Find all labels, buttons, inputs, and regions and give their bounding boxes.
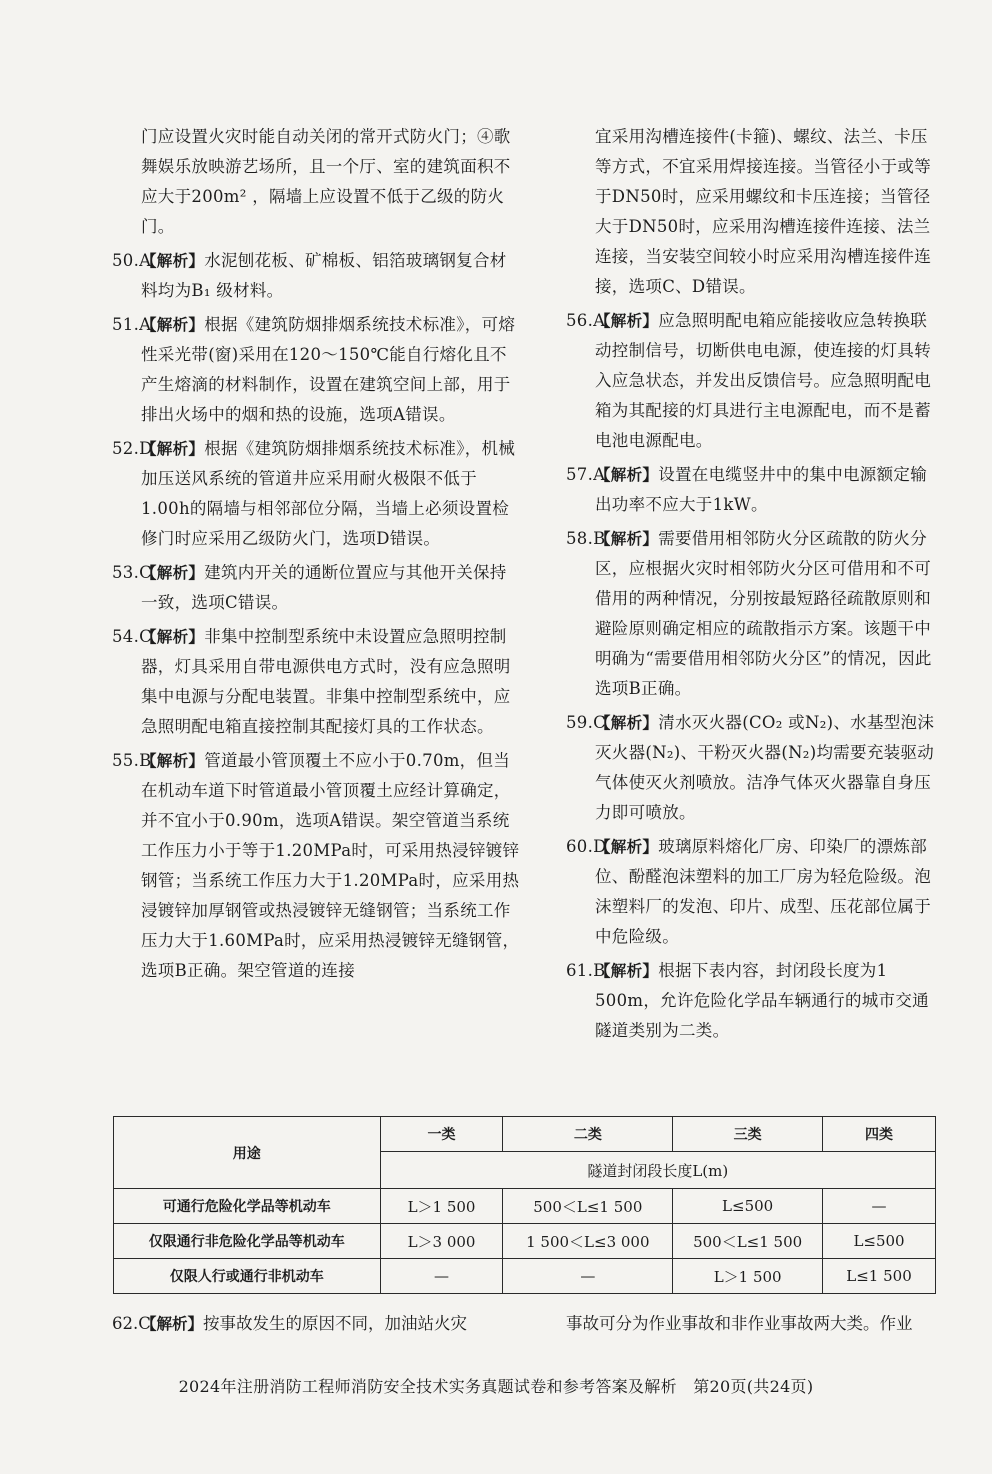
answer-number: 51.A [112, 315, 152, 334]
answer-item-59 [566, 708, 940, 828]
answer-number: 55.B [112, 751, 152, 770]
table-cell: — [503, 1259, 673, 1294]
answer-number: 61.B [566, 961, 606, 980]
table-class-header: 四类 [823, 1117, 936, 1152]
answer-text: 设置在电缆竖井中的集中电源额定输出功率不应大于1kW。 [595, 465, 928, 514]
table-cell: — [823, 1189, 936, 1224]
answer-item-50 [112, 246, 520, 306]
table-cell: L≤500 [823, 1224, 936, 1259]
analysis-tag: 【解析】 [141, 628, 205, 646]
answer-item-62 [112, 1309, 520, 1339]
analysis-tag: 【解析】 [141, 1315, 204, 1333]
analysis-tag: 【解析】 [141, 316, 205, 334]
table-class-header: 三类 [673, 1117, 823, 1152]
table-row [114, 1259, 936, 1294]
answer-item-61 [566, 956, 940, 1046]
table-cell: 500＜L≤1 500 [673, 1224, 823, 1259]
answer-item-51 [112, 310, 520, 430]
table-row [114, 1189, 936, 1224]
table-corner-header: 用途 [114, 1117, 381, 1189]
analysis-tag: 【解析】 [595, 530, 659, 548]
page-footer: 2024年注册消防工程师消防安全技术实务真题试卷和参考答案及解析 第20页(共24页) [178, 1377, 814, 1396]
table-subheader: 隧道封闭段长度L(m) [380, 1152, 935, 1189]
table-cell: L＞1 500 [673, 1259, 823, 1294]
answer-item-54 [112, 622, 520, 742]
answer-number: 60.D [566, 837, 607, 856]
answer-text: 事故可分为作业事故和非作业事故两大类。作业 [566, 1314, 913, 1333]
analysis-tag: 【解析】 [141, 252, 205, 270]
table-row-label: 仅限通行非危险化学品等机动车 [114, 1224, 381, 1259]
answer-text: 管道最小管顶覆土不应小于0.70m，但当在机动车道下时管道最小管顶覆土应经计算确定，并不宜小于0.90m，选项A错误。架空管道当系统工作压力小于等于1.20MPa时，可采用热浸锌镀锌钢管；当系统工作压力大于1.20MPa时，应采用热浸镀锌加厚钢管或热浸镀锌无缝钢管；当系统工作压力大于1.60MPa时，应采用热浸镀锌无缝钢管，选项B正确。架空管道的连接 [141, 751, 520, 980]
answer-item-52 [112, 434, 520, 554]
answer-number: 52.D [112, 439, 153, 458]
answer-item-53 [112, 558, 520, 618]
table-cell: 1 500＜L≤3 000 [503, 1224, 673, 1259]
answer-number: 62.C [112, 1314, 151, 1333]
answer-text: 水泥刨花板、矿棉板、铝箔玻璃钢复合材料均为B₁ 级材料。 [141, 251, 507, 300]
answer-text: 需要借用相邻防火分区疏散的防火分区，应根据火灾时相邻防火分区可借用和不可借用的两种情况，分别按最短路径疏散原则和避险原则确定相应的疏散指示方案。该题干中明确为“需要借用相邻防火分区”的情况，因此选项B正确。 [595, 529, 932, 698]
analysis-tag: 【解析】 [595, 466, 659, 484]
analysis-tag: 【解析】 [141, 752, 205, 770]
table-row [114, 1224, 936, 1259]
table-row-label: 仅限人行或通行非机动车 [114, 1259, 381, 1294]
answer-number: 53.C [112, 563, 153, 582]
answer-item-58 [566, 524, 940, 704]
answer-item-55 [112, 746, 520, 986]
table-cell: — [380, 1259, 503, 1294]
answer-text: 非集中控制型系统中未设置应急照明控制器，灯具采用自带电源供电方式时，没有应急照明集中电源与分配电装置。非集中控制型系统中，应急照明配电箱直接控制其配接灯具的工作状态。 [141, 627, 511, 736]
table-class-header: 一类 [380, 1117, 503, 1152]
tunnel-classification-table [113, 1116, 936, 1294]
table-row-label: 可通行危险化学品等机动车 [114, 1189, 381, 1224]
table-cell: L≤1 500 [823, 1259, 936, 1294]
answer-text: 应急照明配电箱应能接收应急转换联动控制信号，切断供电电源，使连接的灯具转入应急状态，并发出反馈信号。应急照明配电箱为其配接的灯具进行主电源配电，而不是蓄电池电源配电。 [595, 311, 931, 450]
left-intro-paragraph [112, 122, 520, 242]
answer-text: 根据下表内容，封闭段长度为1 500m，允许危险化学品车辆通行的城市交通隧道类别为二类。 [595, 961, 929, 1040]
analysis-tag: 【解析】 [595, 312, 659, 330]
answer-item-62-continued [566, 1309, 940, 1339]
table-cell: L≤500 [673, 1189, 823, 1224]
answer-number: 50.A [112, 251, 152, 270]
right-intro-paragraph [566, 122, 940, 302]
table-cell: 500＜L≤1 500 [503, 1189, 673, 1224]
analysis-tag: 【解析】 [141, 440, 205, 458]
table-cell: L＞1 500 [380, 1189, 503, 1224]
table-class-header: 二类 [503, 1117, 673, 1152]
analysis-tag: 【解析】 [595, 962, 659, 980]
answer-number: 56.A [566, 311, 606, 330]
right-intro-text: 宜采用沟槽连接件(卡箍)、螺纹、法兰、卡压等方式，不宜采用焊接连接。当管径小于或等于DN50时，应采用螺纹和卡压连接；当管径大于DN50时，应采用沟槽连接件连接、法兰连接，当安装空间较小时应采用沟槽连接件连接，选项C、D错误。 [595, 127, 931, 296]
right-column [566, 122, 940, 1050]
answer-text: 清水灭火器(CO₂ 或N₂)、水基型泡沫灭火器(N₂)、干粉灭火器(N₂)均需要充装驱动气体使灭火剂喷放。洁净气体灭火器靠自身压力即可喷放。 [595, 713, 935, 822]
answer-number: 59.C [566, 713, 607, 732]
left-intro-text: 门应设置火灾时能自动关闭的常开式防火门；④歌舞娱乐放映游艺场所，且一个厅、室的建筑面积不应大于200m² ，隔墙上应设置不低于乙级的防火门。 [141, 127, 511, 236]
answer-text: 按事故发生的原因不同，加油站火灾 [203, 1314, 468, 1333]
analysis-tag: 【解析】 [141, 564, 205, 582]
answer-item-57 [566, 460, 940, 520]
table-cell: L＞3 000 [380, 1224, 503, 1259]
answer-number: 57.A [566, 465, 606, 484]
answer-text: 玻璃原料熔化厂房、印染厂的漂炼部位、酚醛泡沫塑料的加工厂房为轻危险级。泡沫塑料厂的发泡、印片、成型、压花部位属于中危险级。 [595, 837, 931, 946]
analysis-tag: 【解析】 [595, 838, 659, 856]
answer-item-60 [566, 832, 940, 952]
left-column [112, 122, 520, 990]
answer-number: 58.B [566, 529, 606, 548]
analysis-tag: 【解析】 [595, 714, 659, 732]
answer-text: 根据《建筑防烟排烟系统技术标准》，机械加压送风系统的管道井应采用耐火极限不低于1.00h的隔墙与相邻部位分隔，当墙上必须设置检修门时应采用乙级防火门，选项D错误。 [141, 439, 516, 548]
answer-number: 54.C [112, 627, 153, 646]
answer-text: 建筑内开关的通断位置应与其他开关保持一致，选项C错误。 [141, 563, 507, 612]
answer-item-56 [566, 306, 940, 456]
answer-text: 根据《建筑防烟排烟系统技术标准》，可熔性采光带(窗)采用在120～150℃能自行熔化且不产生熔滴的材料制作，设置在建筑空间上部，用于排出火场中的烟和热的设施，选项A错误。 [141, 315, 516, 424]
